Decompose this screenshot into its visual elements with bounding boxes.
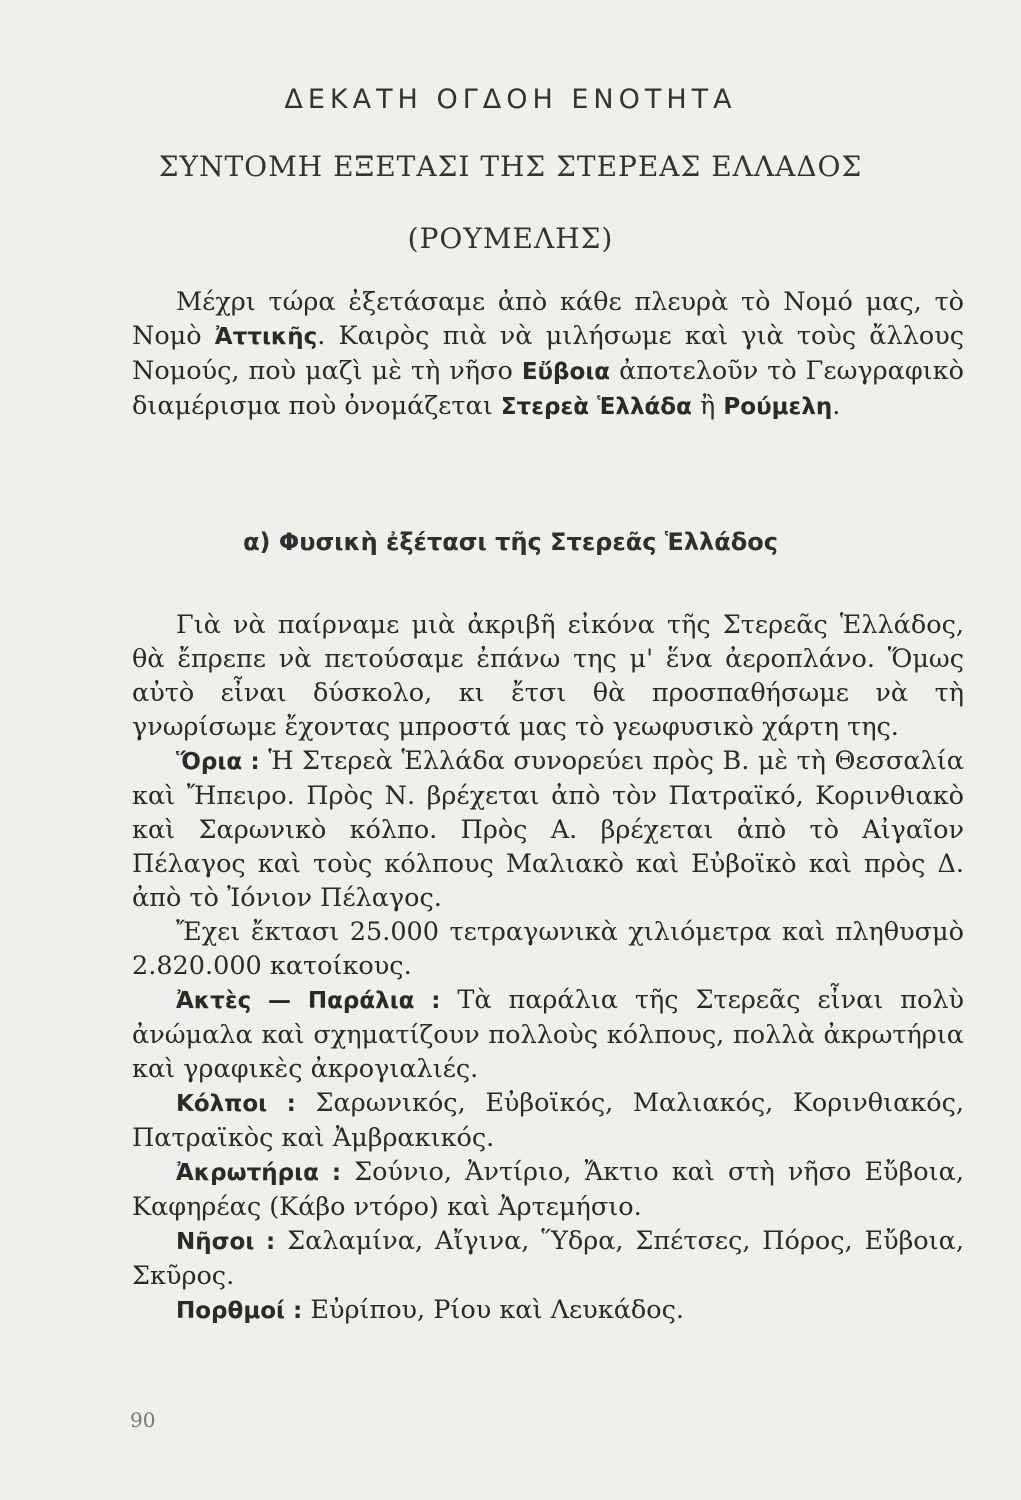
- oria-label: Ὅρια :: [176, 749, 260, 775]
- kolpoi-paragraph: [132, 1086, 964, 1155]
- term-attiki: Ἀττικῆς: [214, 324, 318, 350]
- nisoi-label: Νῆσοι :: [176, 1229, 276, 1255]
- intro-text-2: . Καιρὸς πιὰ νὰ μιλήσωμε καὶ γιὰ τοὺς ἄλλους Νομούς, ποὺ μαζὶ μὲ τὴ νῆσο: [132, 321, 964, 386]
- nisoi-text: Σαλαμίνα, Αἴγινα, Ὕδρα, Σπέτσες, Πόρος, Εὔβοια, Σκῦρος.: [132, 1226, 964, 1291]
- kolpoi-label: Κόλποι :: [176, 1091, 296, 1117]
- intro-text-3: ἀποτελοῦν τὸ Γεωγραφικὸ διαμέρισμα ποὺ ὀνομάζεται: [132, 356, 964, 421]
- nisoi-paragraph: [132, 1224, 964, 1293]
- chapter-heading: ΔΕΚΑΤΗ ΟΓΔΟΗ ΕΝΟΤΗΤΑ: [284, 84, 737, 115]
- intro-paragraph: [132, 285, 964, 424]
- term-evia: Εὔβοια: [521, 359, 611, 385]
- intro-text-4: ἢ: [691, 391, 724, 421]
- oria-text: Ἡ Στερεὰ Ἑλλάδα συνορεύει πρὸς Β. μὲ τὴ Θεσσαλία καὶ Ἤπειρο. Πρὸς Ν. βρέχεται ἀπὸ τὸν Πατραϊκό, Κορινθιακὸ καὶ Σαρωνικὸ κόλπο. Πρὸς Α. βρέχεται ἀπὸ τὸ Αἰγαῖον Πέλαγος καὶ τοὺς κόλπους Μαλιακὸ καὶ Εὐβοϊκὸ καὶ πρὸς Δ. ἀπὸ τὸ Ἰόνιον Πέλαγος.: [132, 746, 964, 913]
- body-text: [132, 608, 964, 1328]
- akrotiria-text: Σούνιο, Ἀντίριο, Ἄκτιο καὶ στὴ νῆσο Εὔβοια, Καφηρέας (Κάβο ντόρο) καὶ Ἀρτεμήσιο.: [132, 1157, 964, 1222]
- kolpoi-text: Σαρωνικός, Εὐβοϊκός, Μαλιακός, Κορινθιακός, Πατραϊκὸς καὶ Ἀμβρακικός.: [132, 1088, 964, 1153]
- page-title: ΣΥΝΤΟΜΗ ΕΞΕΤΑΣΙ ΤΗΣ ΣΤΕΡΕΑΣ ΕΛΛΑΔΟΣ: [158, 150, 863, 183]
- porthmoi-label: Πορθμοί :: [176, 1298, 303, 1324]
- akrotiria-label: Ἀκρωτήρια :: [176, 1160, 342, 1186]
- aktes-label: Ἀκτὲς — Παράλια :: [176, 988, 441, 1014]
- term-roumeli: Ρούμελη: [723, 394, 833, 420]
- aktes-text: Τὰ παράλια τῆς Στερεᾶς εἶναι πολὺ ἀνώμαλα καὶ σχηματίζουν πολλοὺς κόλπους, πολλὰ ἀκρωτήρια καὶ γραφικὲς ἀκρογιαλιές.: [132, 985, 964, 1084]
- section-heading: α) Φυσικὴ ἐξέτασι τῆς Στερεᾶς Ἑλλάδος: [243, 528, 778, 556]
- body-paragraph-1: Γιὰ νὰ παίρναμε μιὰ ἀκριβῆ εἰκόνα τῆς Στερεᾶς Ἑλλάδος, θὰ ἔπρεπε νὰ πετούσαμε ἐπάνω της μ' ἕνα ἀεροπλάνο. Ὅμως αὐτὸ εἶναι δύσκολο, κι ἔτσι θὰ προσπαθήσωμε νὰ τὴ γνωρίσωμε ἔχοντας μπροστά μας τὸ γεωφυσικὸ χάρτη της.: [132, 610, 964, 742]
- akrotiria-paragraph: [132, 1155, 964, 1224]
- page-number: 90: [130, 1408, 156, 1432]
- intro-text-1: Μέχρι τώρα ἐξετάσαμε ἀπὸ κάθε πλευρὰ τὸ Νομό μας, τὸ Νομὸ: [132, 287, 964, 351]
- porthmoi-paragraph: [132, 1293, 964, 1328]
- area-paragraph: Ἔχει ἔκτασι 25.000 τετραγωνικὰ χιλιόμετρα καὶ πληθυσμὸ 2.820.000 κατοίκους.: [132, 917, 964, 981]
- intro-text-5: .: [832, 391, 841, 421]
- oria-paragraph: [132, 744, 964, 915]
- page-subtitle: (ΡΟΥΜΕΛΗΣ): [407, 222, 614, 255]
- porthmoi-text: Εὐρίπου, Ρίου καὶ Λευκάδος.: [302, 1295, 685, 1325]
- aktes-paragraph: [132, 983, 964, 1086]
- term-sterea: Στερεὰ Ἑλλάδα: [500, 394, 692, 420]
